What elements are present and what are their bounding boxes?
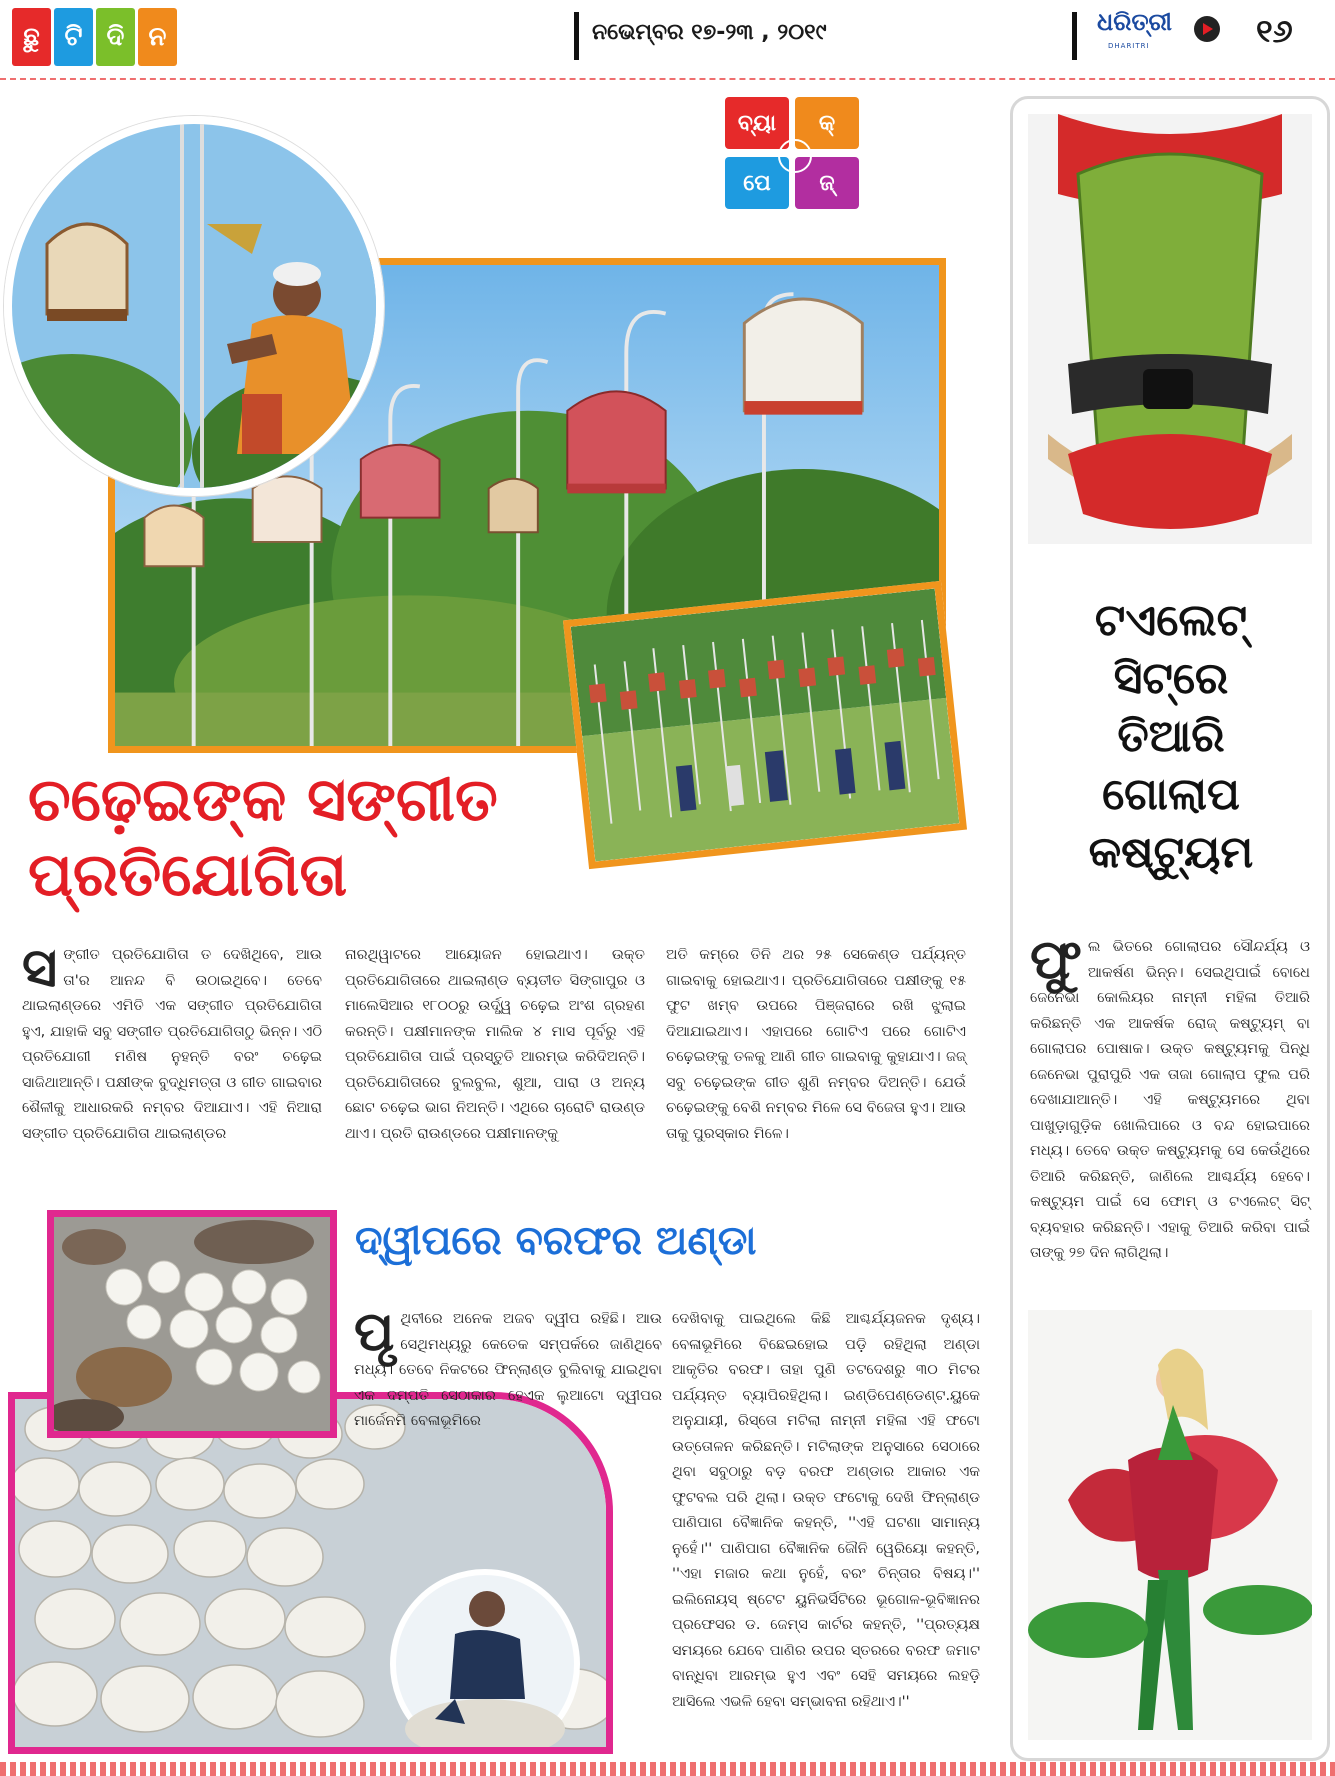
snow-story-column-1-text: ଥିବୀରେ ଅନେକ ଅଜବ ଦ୍ୱୀପ ରହିଛି। ଆଉ ସେଥିମଧ୍ୟରୁ କେତେକ ସମ୍ପର୍କରେ ଜାଣିଥିବେ ମଧ୍ୟ। ତେବେ ନିକଟରେ ଫିନ୍‌ଲାଣ୍ଡ ବୁଲିବାକୁ ଯାଇଥିବା ଏକ ଦମ୍ପତି ସେଠାକାର ହେଏକ ଲୁଆଟୋ ଦ୍ୱୀପର ମାର୍ଜେନମି ବେଳାଭୂମିରେ	[354, 1311, 662, 1429]
bird-story-column-1	[22, 936, 322, 1153]
costume-headline-line1: ଟଏଲେଟ୍	[1094, 595, 1248, 646]
brand-subtitle: DHARITRI	[1108, 42, 1150, 50]
costume-story-body-text: ଲ ଭିତରେ ଗୋଲାପର ସୌନ୍ଦର୍ଯ୍ୟ ଓ ଆକର୍ଷଣ ଭିନ୍ନ। ସେଇଥିପାଇଁ ବୋଧେ ଜେନେଭା କୋଲିୟର ନାମ୍ନୀ ମହିଳା ତିଆରି କରିଛନ୍ତି ଏକ ଆକର୍ଷକ ରୋଜ୍ କଷ୍ଟ୍ୟୁମ୍ ବା ଗୋଲାପର ପୋଷାକ। ଉକ୍ତ କଷ୍ଟ୍ୟୁମକୁ ପିନ୍ଧି ଜେନେଭା ପୁରାପୁରି ଏକ ତାଜା ଗୋଲାପ ଫୁଲ ପରି ଦେଖାଯାଆନ୍ତି। ଏହି କଷ୍ଟ୍ୟୁମରେ ଥିବା ପାଖୁଡ଼ାଗୁଡ଼ିକ ଖୋଲିପାରେ ଓ ବନ୍ଦ ହୋଇପାରେ ମଧ୍ୟ। ତେବେ ଉକ୍ତ କଷ୍ଟ୍ୟୁମକୁ ସେ କେଉଁଥିରେ ତିଆରି କରିଛନ୍ତି, ଜାଣିଲେ ଆଶ୍ଚର୍ଯ୍ୟ ହେବେ। କଷ୍ଟ୍ୟୁମ ପାଇଁ ସେ ଫୋମ୍ ଓ ଟଏଲେଟ୍ ସିଟ୍ ବ୍ୟବହାର କରିଛନ୍ତି। ଏହାକୁ ତିଆରି କରିବା ପାଇଁ ତାଙ୍କୁ ୨୭ ଦିନ ଲାଗିଥିଲା।	[1030, 939, 1310, 1261]
bird-competition-field-photo	[563, 581, 967, 869]
back-page-logo	[725, 97, 861, 211]
costume-story-dropcap: ଫୁ	[1030, 928, 1082, 991]
logo-tile-1: ଛୁ	[12, 8, 51, 66]
bird-story-column-3: ଅତି କମ୍‌ରେ ତିନି ଥର ୨୫ ସେକେଣ୍ଡ ପର୍ଯ୍ୟନ୍ତ ଗାଇବାକୁ ହୋଇଥାଏ। ପ୍ରତିଯୋଗିତାରେ ପକ୍ଷୀଙ୍କୁ ୧୫ ଫୁଟ ଖମ୍ବ ଉପରେ ପିଞ୍ଜରାରେ ରଖି ଝୁଲାଇ ଦିଆଯାଇଥାଏ। ଏହାପରେ ଗୋଟିଏ ପରେ ଗୋଟିଏ ଚଢ଼େଇଙ୍କୁ ତଳକୁ ଆଣି ଗୀତ ଗାଇବାକୁ କୁହାଯାଏ। ଜଜ୍ ସବୁ ଚଢ଼େଇଙ୍କ ଗୀତ ଶୁଣି ନମ୍ବର ଦିଅନ୍ତି। ଯେଉଁ ଚଢ଼େଇଙ୍କୁ ବେଶି ନମ୍ବର ମିଳେ ସେ ବିଜେତା ହୁଏ। ଆଉ ତାକୁ ପୁରସ୍କାର ମିଳେ।	[666, 947, 966, 1142]
page-number: ୧୬	[1256, 12, 1293, 50]
costume-headline-line3: ତିଆରି	[1117, 711, 1225, 762]
header-divider	[574, 12, 579, 60]
issue-date: ନଭେମ୍ବର ୧୭-୨୩ , ୨୦୧୯	[592, 20, 827, 45]
back-page-tile-1: ବ୍ୟା	[725, 97, 789, 149]
play-icon	[1194, 16, 1220, 42]
ice-eggs-beach-photo	[8, 1392, 613, 1754]
bird-story-column-1-text: ଙ୍ଗୀତ ପ୍ରତିଯୋଗିତା ତ ଦେଖିଥିବେ, ଆଉ ତା'ର ଆନନ୍ଦ ବି ଉଠାଇଥିବେ। ତେବେ ଥାଇଲାଣ୍ଡରେ ଏମିତି ଏକ ସଙ୍ଗୀତ ପ୍ରତିଯୋଗିତା ହୁଏ, ଯାହାକି ସବୁ ସଙ୍ଗୀତ ପ୍ରତିଯୋଗିତାଠୁ ଭିନ୍ନ। ଏଠି ପ୍ରତିଯୋଗୀ ମଣିଷ ନୁହନ୍ତି ବରଂ ଚଢ଼େଇ ସାଜିଥାଆନ୍ତି। ପକ୍ଷୀଙ୍କ ବୁଦ୍ଧିମତ୍ତା ଓ ଗୀତ ଗାଇବାର ଶୈଳୀକୁ ଆଧାରକରି ନମ୍ବର ଦିଆଯାଏ। ଏହି ନିଆରା ସଙ୍ଗୀତ ପ୍ରତିଯୋଗିତା ଥାଇଲାଣ୍ଡର	[22, 947, 322, 1142]
bird-story-headline-line2: ପ୍ରତିଯୋଗିତା	[28, 840, 348, 910]
logo-tile-3: ଦି	[96, 8, 135, 66]
brand-name: ଧରିତ୍ରୀ	[1097, 8, 1172, 36]
toilet-seat-corset-photo	[1028, 114, 1312, 544]
costume-headline-line5: କଷ୍ଟ୍ୟୁମ	[1088, 827, 1254, 878]
bird-story-dropcap: ସ	[22, 936, 58, 999]
bird-owner-circle-photo	[4, 116, 384, 496]
snow-story-headline: ଦ୍ୱୀପରେ ବରଫର ଅଣ୍ଡା	[355, 1218, 757, 1264]
bird-story-headline-line1: ଚଢ଼େଇଙ୍କ ସଙ୍ଗୀତ	[28, 765, 498, 835]
rose-costume-woman-photo	[1028, 1310, 1312, 1740]
costume-headline-line2: ସିଟ୍‌ରେ	[1113, 653, 1229, 704]
snow-story-column-2: ଦେଖିବାକୁ ପାଇଥିଲେ କିଛି ଆଶ୍ଚର୍ଯ୍ୟଜନକ ଦୃଶ୍ୟ। ବେଳାଭୂମିରେ ବିଛେଇହୋଇ ପଡ଼ି ରହିଥିଲା ଅଣ୍ଡା ଆକୃତିର ବରଫ। ତାହା ପୁଣି ତଟଦେଶରୁ ୩୦ ମିଟର ପର୍ଯ୍ୟନ୍ତ ବ୍ୟାପିରହିଥିଲା। ଇଣ୍ଡିପେଣ୍ଡେଣ୍ଟ.ୟୁକେ ଅନୁଯାୟୀ, ରିସ୍ତୋ ମଟିଲା ନାମ୍ନୀ ମହିଳା ଏହି ଫଟୋ ଉତ୍ତୋଳନ କରିଛନ୍ତି। ମଟିଲାଙ୍କ ଅନୁସାରେ ସେଠାରେ ଥିବା ସବୁଠାରୁ ବଡ଼ ବରଫ ଅଣ୍ଡାର ଆକାର ଏକ ଫୁଟବଲ ପରି ଥିଲା। ଉକ୍ତ ଫଟୋକୁ ଦେଖି ଫିନ୍‌ଲାଣ୍ଡ ପାଣିପାଗ ବୈଜ୍ଞାନିକ କହନ୍ତି, ''ଏହି ଘଟଣା ସାମାନ୍ୟ ନୁହେଁ।'' ପାଣିପାଗ ବୈଜ୍ଞାନିକ ଜୌନି ୱେରିୟୋ କହନ୍ତି, ''ଏହା ମଜାର କଥା ନୁହେଁ, ବରଂ ଚିନ୍ତାର ବିଷୟ।'' ଇଲିନୋୟସ୍ ଷ୍ଟେଟ ୟୁନିଭର୍ସିଟିରେ ଭୂଗୋଳ-ଭୂବିଜ୍ଞାନର ପ୍ରଫେସର ଡ. ଜେମ୍ସ କାର୍ଟର କହନ୍ତି, ''ପ୍ରତ୍ୟକ୍ଷ ସମୟରେ ଯେବେ ପାଣିର ଉପର ସ୍ତରରେ ବରଫ ଜମାଟ ବାନ୍ଧିବା ଆରମ୍ଭ ହୁଏ ଏବଂ ସେହି ସମୟରେ ଲହଡ଼ି ଆସିଲେ ଏଭଳି ହେବା ସମ୍ଭାବନା ରହିଥାଏ।''	[672, 1311, 980, 1710]
logo-tile-4: ନ	[138, 8, 177, 66]
back-page-tile-4: ଜ୍	[795, 157, 859, 209]
header-rule	[0, 78, 1335, 80]
back-page-logo-ring	[778, 139, 812, 173]
back-page-tile-3: ପେ	[725, 157, 789, 209]
costume-headline	[1025, 592, 1317, 882]
bird-story-column-2: ନାରଥିୱାଟରେ ଆୟୋଜନ ହୋଇଥାଏ। ଉକ୍ତ ପ୍ରତିଯୋଗିତାରେ ଥାଇଲାଣ୍ଡ ବ୍ୟତୀତ ସିଙ୍ଗାପୁର ଓ ମାଲେସିଆର ୧୮୦୦ରୁ ଉର୍ଦ୍ଧ୍ୱ ଚଢ଼େଇ ଅଂଶ ଗ୍ରହଣ କରନ୍ତି। ପକ୍ଷୀମାନଙ୍କ ମାଲିକ ୪ ମାସ ପୂର୍ବରୁ ଏହି ପ୍ରତିଯୋଗିତା ପାଇଁ ପ୍ରସ୍ତୁତି ଆରମ୍ଭ କରିଦିଅନ୍ତି। ପ୍ରତିଯୋଗିତାରେ ବୁଲବୁଲ, ଶୁଆ, ପାରା ଓ ଅନ୍ୟ ଛୋଟ ଚଢ଼େଇ ଭାଗ ନିଅନ୍ତି। ଏଥିରେ ଚାରୋଟି ରାଉଣ୍ଡ ଥାଏ। ପ୍ରତି ରାଉଣ୍ଡରେ ପକ୍ଷୀମାନଙ୍କୁ	[345, 947, 645, 1142]
masthead-logo	[12, 8, 177, 66]
costume-headline-line4: ଗୋଲାପ	[1102, 769, 1240, 820]
snow-story-dropcap: ପୃ	[354, 1300, 395, 1363]
footer-strip	[0, 1762, 1335, 1776]
snow-story-column-1	[354, 1300, 662, 1432]
header-divider-right	[1072, 12, 1077, 60]
back-page-tile-2: କ୍	[795, 97, 859, 149]
ice-eggs-closeup-photo	[47, 1210, 337, 1438]
logo-tile-2: ଟି	[54, 8, 93, 66]
costume-story-body	[1030, 928, 1310, 1275]
